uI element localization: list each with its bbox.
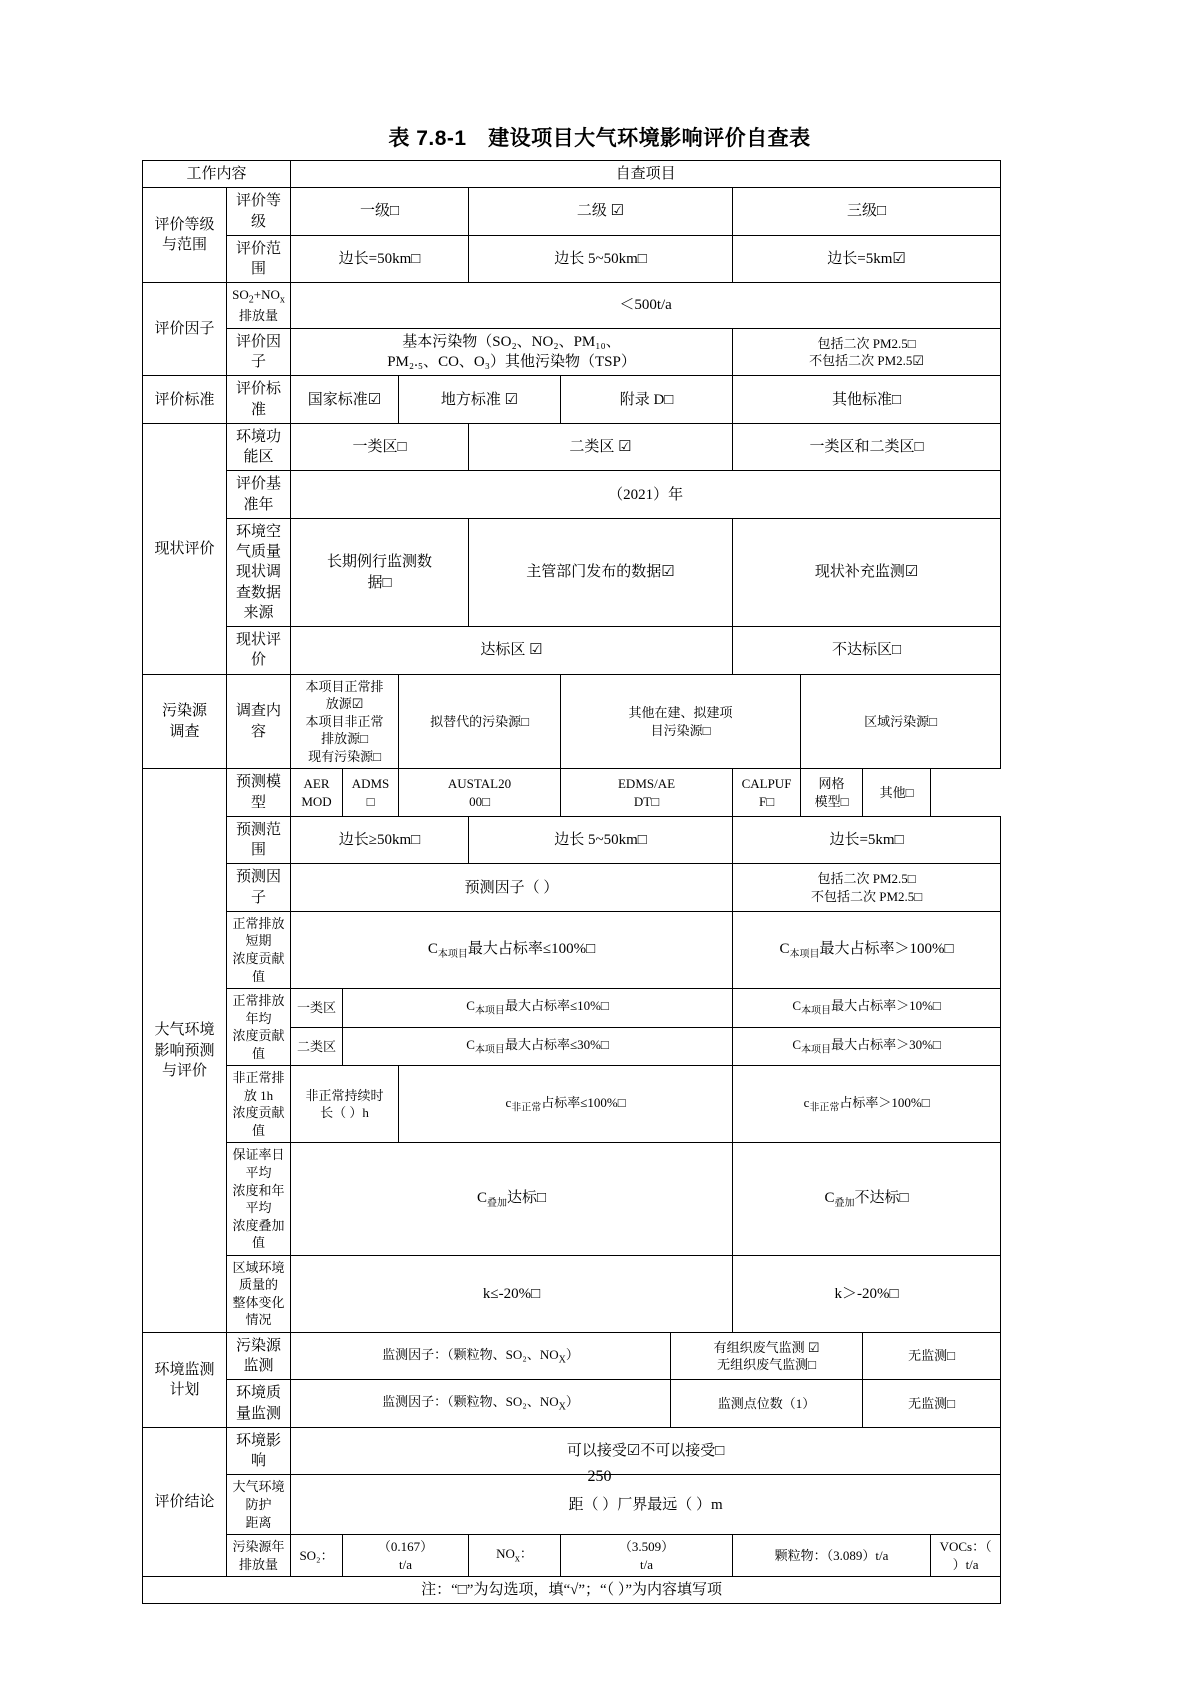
option-survey-existing: 现有污染源□ — [308, 748, 381, 764]
value-protection-distance[interactable]: 距（ ）厂界最远（ ）m — [291, 1475, 1001, 1535]
value-quality-monitor-factors-sub: X — [558, 1401, 566, 1413]
value-nox-line2: t/a — [640, 1556, 654, 1572]
option-short-term-gt100[interactable] — [733, 911, 1001, 988]
sub-label-superpose — [227, 1143, 291, 1255]
value-pred-factor[interactable]: 预测因子（ ） — [291, 864, 733, 912]
option-superpose-attain-c: C — [476, 1189, 487, 1206]
option-pred-range-3[interactable]: 边长=5km□ — [733, 816, 1001, 864]
table-row-quality-monitoring — [143, 1380, 1001, 1428]
sub-label-scope: 评价范围 — [227, 235, 291, 283]
table-row-note — [143, 1577, 1001, 1604]
option-secondary-pm-include[interactable]: 包括二次 PM2.5□ — [817, 335, 916, 351]
option-model-adms-line2: □ — [366, 793, 375, 809]
row-label-pollution-survey — [143, 674, 227, 769]
value-factors-line1: 基本污染物（SO₂、NO₂、PM₁₀、 — [402, 333, 621, 350]
option-model-grid-line2: 模型□ — [814, 793, 849, 809]
sub-label-function-zone: 环境功能区 — [227, 423, 291, 471]
option-superpose-attain[interactable] — [291, 1143, 733, 1255]
sub-label-regional-change-line2: 整体变化情况 — [232, 1294, 285, 1328]
header-work-content: 工作内容 — [143, 161, 291, 188]
sub-label-protection-distance-line1: 大气环境防护 — [232, 1479, 285, 1512]
value-so2[interactable] — [343, 1535, 469, 1577]
option-annual-zone2-le30[interactable] — [343, 1027, 733, 1066]
option-pred-range-2[interactable]: 边长 5~50km□ — [469, 816, 733, 864]
option-secondary-pm[interactable] — [733, 328, 1001, 376]
value-nox[interactable] — [561, 1535, 733, 1577]
sub-label-annual-line1: 正常排放年均 — [232, 993, 285, 1026]
value-source-monitor-factors-sub: X — [558, 1354, 566, 1366]
option-short-term-gt100-text: 最大占标率＞100%□ — [819, 940, 954, 957]
sub-label-annual-line2: 浓度贡献值 — [232, 1028, 285, 1061]
option-model-calpuff-line1: CALPUF — [741, 776, 792, 792]
option-survey-regional[interactable]: 区域污染源□ — [801, 674, 1001, 769]
option-scope-2[interactable]: 边长 5~50km□ — [469, 235, 733, 283]
option-short-term-le100-sub: 本项目 — [437, 948, 468, 960]
sub-label-factors: 评价因子 — [227, 328, 291, 376]
table-row-short-term — [143, 911, 1001, 988]
sub-label-superpose-line3: 浓度叠加值 — [232, 1217, 285, 1251]
row-label-prediction-line3: 与评价 — [161, 1062, 207, 1079]
sub-label-pred-range: 预测范围 — [227, 816, 291, 864]
option-annual-zone1-le10-text: 最大占标率≤10%□ — [504, 998, 609, 1014]
option-model-aermod[interactable] — [291, 769, 343, 817]
sub-label-abnormal-1h-line2: 浓度贡献值 — [232, 1105, 285, 1138]
option-model-adms[interactable] — [343, 769, 399, 817]
option-standard-other[interactable]: 其他标准□ — [733, 376, 1001, 424]
row-label-level-scope — [143, 188, 227, 283]
row-label-monitoring-line2: 计划 — [169, 1381, 200, 1398]
table-row-emission-amount — [143, 283, 1001, 329]
option-abnormal-le100-sub: 非正常 — [511, 1102, 542, 1114]
page-number: 250 — [587, 1468, 612, 1485]
option-annual-zone1-le10-c: C — [466, 998, 475, 1014]
sub-label-annual-emission: 污染源年排放量 — [227, 1535, 291, 1577]
option-model-edms-aedt-line2: DT□ — [633, 793, 660, 809]
table-row-factors — [143, 328, 1001, 376]
value-quality-monitor-factors-text: 监测因子：（颗粒物、SO₂、NO — [382, 1394, 559, 1410]
option-standard-national[interactable]: 国家标准☑ — [291, 376, 399, 424]
option-annual-zone1-le10[interactable] — [343, 989, 733, 1028]
option-survey-own-sources[interactable] — [291, 674, 399, 769]
table-row-status-eval — [143, 627, 1001, 675]
option-scope-3[interactable]: 边长=5km☑ — [733, 235, 1001, 283]
option-model-adms-line1: ADMS — [351, 776, 390, 792]
sub-label-survey-content: 调查内容 — [227, 674, 291, 769]
option-annual-zone1-gt10-sub: 本项目 — [801, 1005, 832, 1017]
sub-label-regional-change — [227, 1255, 291, 1332]
option-superpose-nonattain-text: 不达标□ — [854, 1189, 909, 1206]
option-annual-zone1-gt10[interactable] — [733, 989, 1001, 1028]
option-regional-le[interactable]: k≤-20%□ — [291, 1255, 733, 1332]
table-row-base-year — [143, 471, 1001, 519]
option-annual-zone1-gt10-c: C — [792, 998, 802, 1014]
sub-label-superpose-line1: 保证率日平均 — [232, 1147, 285, 1180]
option-model-grid[interactable] — [801, 769, 863, 817]
option-survey-own-abnormal-line1: 本项目非正常 — [305, 713, 384, 729]
option-model-other[interactable]: 其他□ — [863, 769, 931, 817]
option-superpose-attain-sub: 叠加 — [486, 1197, 507, 1209]
sub-label-source-monitoring: 污染源监测 — [227, 1332, 291, 1380]
row-label-pollution-survey-line1: 污染源 — [161, 703, 207, 720]
value-abnormal-duration[interactable] — [291, 1066, 399, 1143]
option-annual-zone2-le30-sub: 本项目 — [474, 1044, 505, 1056]
option-organized-waste-gas[interactable]: 有组织废气监测 ☑ — [713, 1339, 820, 1355]
option-model-grid-line1: 网格 — [818, 776, 845, 792]
value-monitor-point-count[interactable]: 监测点位数（1） — [671, 1380, 863, 1428]
option-superpose-nonattain-sub: 叠加 — [834, 1197, 855, 1209]
table-row-pollution-survey — [143, 674, 1001, 769]
value-particulate[interactable]: 颗粒物：（3.089）t/a — [733, 1535, 931, 1577]
option-level-1[interactable]: 一级□ — [291, 188, 469, 236]
sub-label-superpose-line2: 浓度和年平均 — [232, 1182, 285, 1216]
row-label-conclusion: 评价结论 — [143, 1427, 227, 1576]
emission-label-no: +NO — [253, 287, 280, 303]
option-survey-own-normal-line2: 放源☑ — [325, 696, 364, 712]
row-label-monitoring-line1: 环境监测 — [154, 1361, 215, 1378]
option-annual-zone2-le30-c: C — [466, 1036, 475, 1052]
sub-label-status-eval: 现状评价 — [227, 627, 291, 675]
table-row-data-source — [143, 518, 1001, 626]
value-factors-line2: PM₂.₅、CO、O₃）其他污染物（TSP） — [387, 354, 636, 371]
table-row-pred-factor — [143, 864, 1001, 912]
sub-label-short-term-line2: 浓度贡献值 — [232, 950, 285, 984]
table-row-superpose — [143, 1143, 1001, 1255]
option-regional-gt[interactable]: k＞-20%□ — [733, 1255, 1001, 1332]
option-function-zone-2[interactable]: 二类区 ☑ — [469, 423, 733, 471]
option-model-austal2000[interactable] — [399, 769, 561, 817]
option-survey-other-projects-line2: 目污染源□ — [650, 722, 711, 738]
option-standard-local[interactable]: 地方标准 ☑ — [399, 376, 561, 424]
sub-label-model: 预测模型 — [227, 769, 291, 817]
value-factors — [291, 328, 733, 376]
sub-label-base-year: 评价基准年 — [227, 471, 291, 519]
option-model-aermod-line2: MOD — [301, 793, 332, 809]
option-pred-secondary-exclude: 不包括二次 PM2.5□ — [810, 888, 923, 904]
option-abnormal-gt100-c: c — [803, 1094, 810, 1110]
air-environment-self-check-table — [142, 160, 1001, 1604]
option-abnormal-gt100-sub: 非正常 — [809, 1102, 840, 1114]
label-nox-sub: x — [514, 1553, 520, 1565]
value-base-year[interactable]: （2021）年 — [291, 471, 1001, 519]
table-row-standards — [143, 376, 1001, 424]
sub-label-level: 评价等级 — [227, 188, 291, 236]
value-vocs[interactable]: VOCs：（ ）t/a — [931, 1535, 1001, 1577]
sub-label-data-source-line2: 现状调查数据 — [236, 564, 282, 601]
label-nox-text: NO — [496, 1546, 515, 1562]
table-row-annual-zone1 — [143, 989, 1001, 1028]
option-abnormal-le100-c: c — [505, 1094, 512, 1110]
value-source-monitor-factors-end: ） — [565, 1346, 579, 1362]
sub-label-data-source-line1: 环境空气质量 — [236, 523, 282, 561]
option-annual-zone2-le30-text: 最大占标率≤30%□ — [504, 1036, 609, 1052]
value-so2-line1: （0.167） — [377, 1539, 434, 1555]
emission-label-so-sub: 2 — [248, 294, 254, 306]
option-model-austal2000-line2: 00□ — [469, 793, 490, 809]
value-quality-monitor-factors[interactable] — [291, 1380, 671, 1428]
row-label-monitoring — [143, 1332, 227, 1427]
row-label-prediction-line2: 影响预测 — [154, 1042, 215, 1059]
sub-label-data-source-line3: 来源 — [243, 604, 274, 621]
option-model-austal2000-line1: AUSTAL20 — [447, 776, 512, 792]
option-pred-secondary-include: 包括二次 PM2.5□ — [817, 871, 916, 887]
option-function-zone-3[interactable]: 一类区和二类区□ — [733, 423, 1001, 471]
option-survey-other-projects[interactable] — [561, 674, 801, 769]
option-data-source-routine[interactable] — [291, 518, 469, 626]
sub-label-standards: 评价标准 — [227, 376, 291, 424]
option-abnormal-gt100[interactable] — [733, 1066, 1001, 1143]
option-level-2[interactable]: 二级 ☑ — [469, 188, 733, 236]
table-row-source-monitoring — [143, 1332, 1001, 1380]
option-model-edms-aedt-line1: EDMS/AE — [617, 776, 676, 792]
option-survey-other-projects-line1: 其他在建、拟建项 — [628, 704, 733, 720]
label-annual-zone1: 一类区 — [291, 989, 343, 1028]
table-row-abnormal-1h — [143, 1066, 1001, 1143]
sub-label-impact: 环境影响 — [227, 1427, 291, 1475]
option-short-term-le100-text: 最大占标率≤100% — [467, 940, 587, 957]
row-label-factors: 评价因子 — [143, 283, 227, 376]
sub-label-protection-distance-line2: 距离 — [245, 1514, 272, 1530]
row-label-level-scope-line1: 评价等级 — [154, 217, 215, 233]
option-short-term-le100-c: C — [427, 940, 438, 957]
option-short-term-le100-box[interactable]: □ — [586, 940, 596, 957]
option-source-no-monitoring[interactable]: 无监测□ — [863, 1332, 1001, 1380]
table-row-regional-change — [143, 1255, 1001, 1332]
table-row-model — [143, 769, 1001, 817]
value-emission-amount: ＜500t/a — [291, 283, 1001, 329]
option-survey-own-abnormal-line2: 排放源□ — [321, 731, 368, 747]
option-model-calpuff-line2: F□ — [758, 793, 775, 809]
option-data-source-supplement[interactable]: 现状补充监测☑ — [733, 518, 1001, 626]
option-annual-zone1-gt10-text: 最大占标率＞10%□ — [831, 998, 941, 1014]
value-nox-line1: （3.509） — [618, 1539, 675, 1555]
option-annual-zone2-gt30-c: C — [792, 1036, 802, 1052]
table-row-pred-range — [143, 816, 1001, 864]
option-short-term-gt100-sub: 本项目 — [789, 948, 820, 960]
option-survey-replaced[interactable]: 拟替代的污染源□ — [399, 674, 561, 769]
option-superpose-nonattain-c: C — [824, 1189, 835, 1206]
label-annual-zone2: 二类区 — [291, 1027, 343, 1066]
label-so2: SO₂： — [291, 1535, 343, 1577]
header-self-check: 自查项目 — [291, 161, 1001, 188]
option-status-attainment[interactable]: 达标区 ☑ — [291, 627, 733, 675]
sub-label-abnormal-1h — [227, 1066, 291, 1143]
sub-label-abnormal-1h-line1: 非正常排放 1h — [232, 1070, 285, 1103]
table-row-annual-emission — [143, 1535, 1001, 1577]
value-so2-line2: t/a — [399, 1556, 413, 1572]
table-note: 注：“□”为勾选项，填“√”；“（ ）”为内容填写项 — [143, 1577, 1001, 1604]
value-quality-monitor-factors-end: ） — [565, 1394, 579, 1410]
sub-label-pred-factor: 预测因子 — [227, 864, 291, 912]
sub-label-regional-change-line1: 区域环境质量的 — [232, 1259, 285, 1293]
option-quality-no-monitoring[interactable]: 无监测□ — [863, 1380, 1001, 1428]
option-status-nonattainment[interactable]: 不达标区□ — [733, 627, 1001, 675]
emission-label-so: SO — [232, 287, 249, 303]
row-label-prediction-line1: 大气环境 — [154, 1022, 215, 1039]
row-label-standards: 评价标准 — [143, 376, 227, 424]
option-abnormal-le100[interactable] — [399, 1066, 733, 1143]
table-row-scope — [143, 235, 1001, 283]
option-short-term-gt100-c: C — [779, 940, 790, 957]
table-row-level — [143, 188, 1001, 236]
option-survey-own-normal-line1: 本项目正常排 — [305, 678, 384, 694]
option-pred-secondary-pm[interactable] — [733, 864, 1001, 912]
sub-label-short-term — [227, 911, 291, 988]
table-row-function-zone — [143, 423, 1001, 471]
value-abnormal-duration-line2: 长（ ）h — [320, 1105, 369, 1121]
option-abnormal-gt100-text: 占标率＞100%□ — [839, 1094, 930, 1110]
sub-label-quality-monitoring: 环境质量监测 — [227, 1380, 291, 1428]
option-secondary-pm-exclude[interactable]: 不包括二次 PM2.5☑ — [809, 353, 925, 369]
option-model-calpuff[interactable] — [733, 769, 801, 817]
row-label-level-scope-line2: 与范围 — [161, 237, 207, 254]
sub-label-short-term-line1: 正常排放短期 — [232, 915, 285, 949]
emission-label-tail: 排放量 — [239, 308, 279, 324]
option-annual-zone1-le10-sub: 本项目 — [474, 1005, 505, 1017]
sub-label-emission-amount — [227, 283, 291, 329]
option-function-zone-1[interactable]: 一类区□ — [291, 423, 469, 471]
page-title: 表 7.8-1 建设项目大气环境影响评价自查表 — [388, 127, 811, 150]
option-annual-zone2-gt30[interactable] — [733, 1027, 1001, 1066]
row-label-status: 现状评价 — [143, 423, 227, 674]
option-source-monitor-type[interactable] — [671, 1332, 863, 1380]
sub-label-data-source — [227, 518, 291, 626]
option-superpose-nonattain[interactable] — [733, 1143, 1001, 1255]
option-annual-zone2-gt30-sub: 本项目 — [801, 1044, 832, 1056]
option-scope-1[interactable]: 边长=50km□ — [291, 235, 469, 283]
option-pred-range-1[interactable]: 边长≥50km□ — [291, 816, 469, 864]
option-superpose-attain-text: 达标□ — [506, 1189, 547, 1206]
option-short-term-le100[interactable] — [291, 911, 733, 988]
label-nox — [469, 1535, 561, 1577]
option-data-source-official[interactable]: 主管部门发布的数据☑ — [469, 518, 733, 626]
option-data-source-routine-line1: 长期例行监测数 — [327, 554, 433, 571]
table-row-header — [143, 161, 1001, 188]
option-impact-acceptance[interactable]: 可以接受☑不可以接受□ — [291, 1427, 1001, 1475]
row-label-pollution-survey-line2: 调查 — [169, 723, 200, 740]
label-nox-end: ： — [519, 1546, 533, 1562]
option-annual-zone2-gt30-text: 最大占标率＞30%□ — [831, 1036, 941, 1052]
option-abnormal-le100-text: 占标率≤100%□ — [541, 1094, 626, 1110]
option-level-3[interactable]: 三级□ — [733, 188, 1001, 236]
option-data-source-routine-line2: 据□ — [367, 574, 392, 591]
option-model-edms-aedt[interactable] — [561, 769, 733, 817]
value-source-monitor-factors[interactable] — [291, 1332, 671, 1380]
value-abnormal-duration-line1: 非正常持续时 — [305, 1087, 384, 1103]
value-source-monitor-factors-text: 监测因子：（颗粒物、SO₂、NO — [382, 1346, 559, 1362]
emission-label-no-sub: x — [279, 294, 285, 306]
sub-label-annual — [227, 989, 291, 1066]
row-label-prediction — [143, 769, 227, 1333]
option-standard-appendix[interactable]: 附录 D□ — [561, 376, 733, 424]
option-unorganized-waste-gas[interactable]: 无组织废气监测□ — [717, 1357, 816, 1373]
option-model-aermod-line1: AER — [303, 776, 330, 792]
